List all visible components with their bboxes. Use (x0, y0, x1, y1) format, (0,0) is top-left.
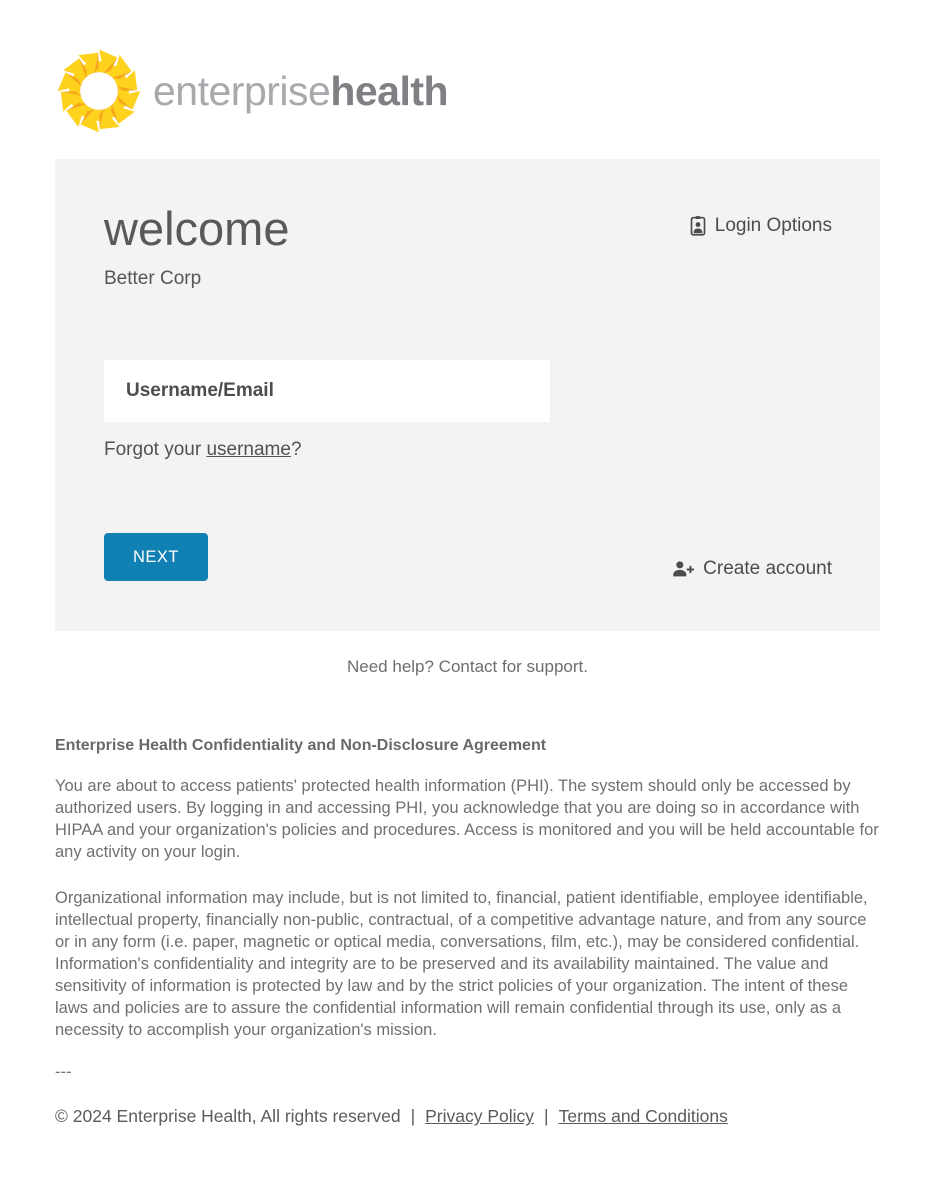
divider-dashes: --- (55, 1063, 72, 1082)
terms-and-conditions-link[interactable]: Terms and Conditions (558, 1106, 728, 1127)
login-options-link[interactable] (688, 215, 832, 237)
welcome-title: welcome (104, 202, 290, 255)
header (55, 0, 880, 136)
agreement-paragraph-1: You are about to access patients' protected health information (PHI). The system should only be accessed by authorized users. By logging in and accessing PHI, you acknowledge that you are doing so in accordance with HIPAA and your organization's policies and procedures. Access is monitored and you will be held accountable for any activity on your login. (55, 777, 879, 862)
logo-text-bold: health (330, 67, 449, 114)
footer-separator: | (544, 1106, 549, 1127)
id-badge-icon (688, 215, 708, 237)
username-input[interactable] (104, 360, 550, 422)
help-text: Need help? Contact for support. (347, 657, 588, 677)
create-account-link[interactable] (672, 558, 832, 580)
agreement-paragraph-2: Organizational information may include, but is not limited to, financial, patient identifiable, employee identifiable, intellectual property, financially non-public, contractual, of a competitive advantage nature, and from any source or in any form (i.e. paper, magnetic or optical media, conversations, film, etc.), may be considered confidential. Information's confidentiality and integrity are to be preserved and its availability maintained. The value and sensitivity of information is protected by law and by the strict policies of your organization. The intent of these laws and policies are to assure the confidential information will remain confidential through its use, only as a necessity to accomplish your organization's mission. (55, 889, 868, 1040)
logo-wordmark (153, 67, 449, 114)
forgot-username-line (104, 439, 832, 461)
agreement-heading: Enterprise Health Confidentiality and Non-Disclosure Agreement (55, 737, 547, 755)
footer (55, 1106, 880, 1127)
privacy-policy-link[interactable]: Privacy Policy (425, 1106, 535, 1127)
login-card (55, 159, 880, 631)
forgot-username-link[interactable]: username (206, 438, 291, 460)
create-account-label: Create account (703, 558, 832, 580)
organization-name: Better Corp (104, 267, 202, 289)
enterprise-health-logo-icon (55, 47, 143, 135)
next-button[interactable]: NEXT (104, 533, 208, 582)
person-plus-icon (672, 559, 695, 579)
logo-text-light: enterprise (153, 67, 331, 114)
forgot-prefix: Forgot your (104, 438, 207, 460)
confidentiality-agreement (55, 737, 880, 1082)
copyright-text: © 2024 Enterprise Health, All rights reserved (55, 1106, 401, 1127)
forgot-suffix: ? (290, 438, 302, 460)
footer-separator: | (410, 1106, 416, 1127)
login-options-label: Login Options (714, 215, 832, 236)
